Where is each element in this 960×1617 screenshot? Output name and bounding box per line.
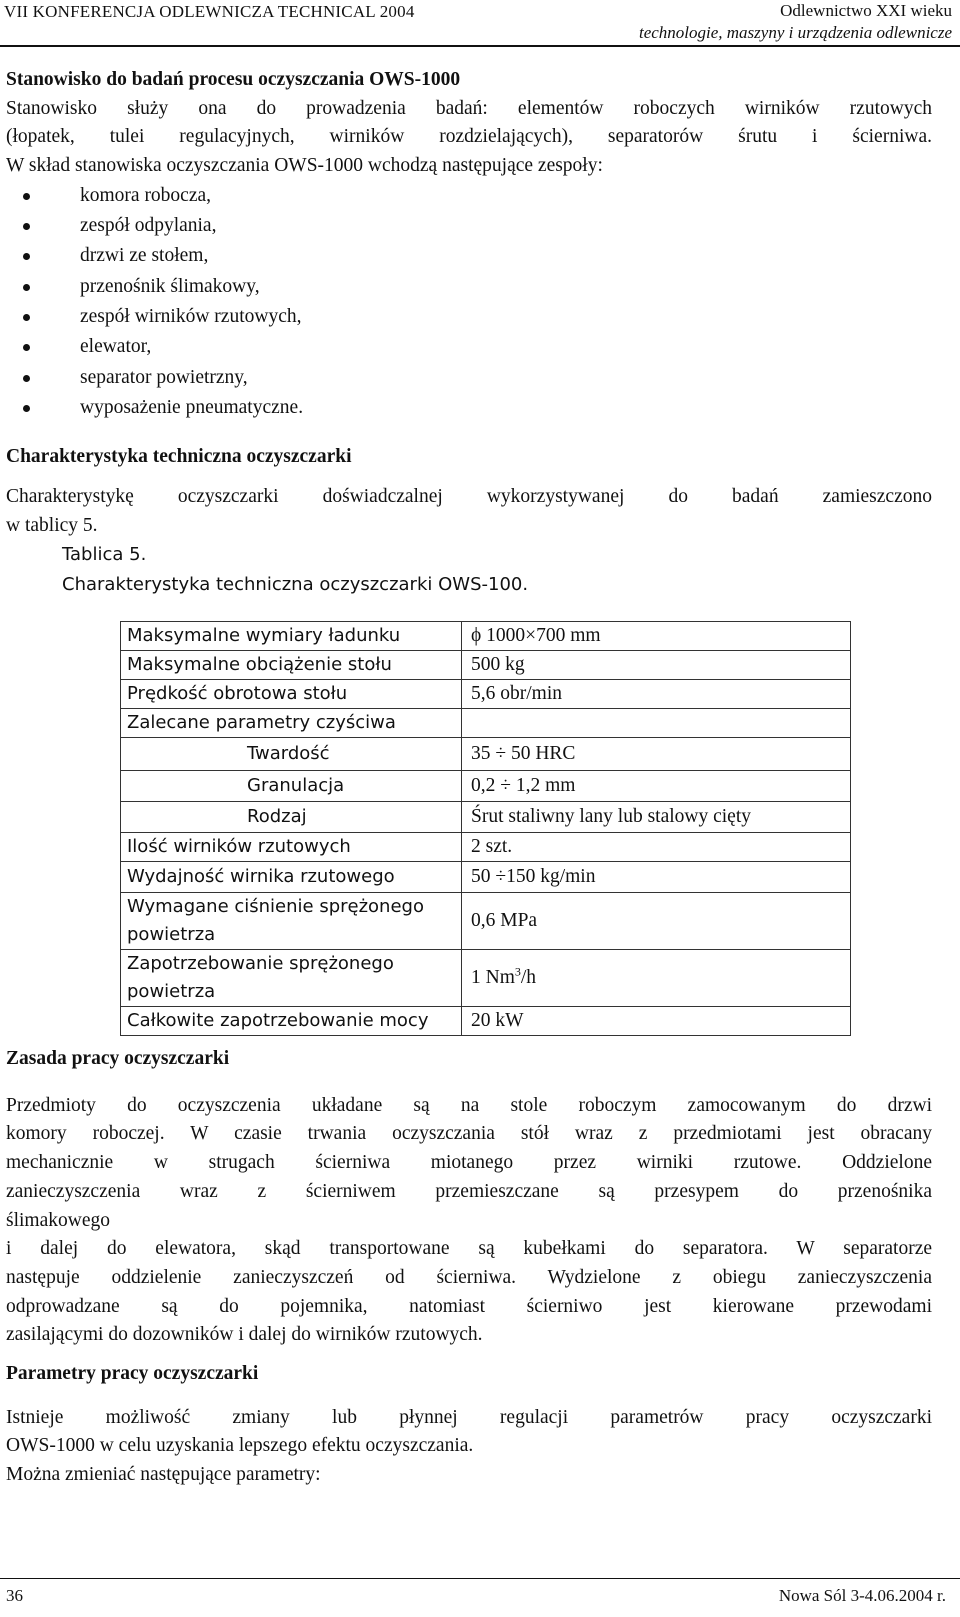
paragraph-line: W skład stanowiska oczyszczania OWS-1000 wchodzą następujące zespoły: [6,155,603,177]
table-row [121,738,851,771]
table-cell-label: Zalecane parametry czyściwa [121,709,462,738]
table-cell-value: 0,2 ÷ 1,2 mm [462,771,851,802]
paragraph-line: Charakterystykę oczyszczarki doświadczalnej wykorzystywanej do badań zamieszczono [6,485,932,507]
table-cell-value: 500 kg [462,651,851,680]
table-row [121,802,851,833]
header-journal [639,0,952,44]
paragraph-line: i dalej do elewatora, skąd transportowane są kubełkami do separatora. W separatorze [6,1238,932,1260]
section-title-parametry: Parametry pracy oczyszczarki [6,1363,259,1385]
table-row [121,651,851,680]
table-caption-title: Charakterystyka techniczna oczyszczarki OWS-100. [62,574,529,596]
table-cell-value: Śrut staliwny lany lub stalowy cięty [462,802,851,833]
list-item: wyposażenie pneumatyczne. [6,393,932,423]
bullet-icon [23,223,30,230]
table-cell-value: 5,6 obr/min [462,680,851,709]
paragraph-line: w tablicy 5. [6,514,98,536]
list-item: separator powietrzny, [6,363,932,393]
paragraph-line: mechanicznie w strugach ścierniwa miotanego przez wirniki rzutowe. Oddzielone [6,1152,932,1174]
table-row [121,709,851,738]
table-cell-label: Wymagane ciśnienie sprężonego powietrza [121,893,462,950]
paragraph-line: zasilającymi do dozowników i dalej do wirników rzutowych. [6,1324,483,1346]
bullet-icon [23,193,30,200]
table-cell-label: Ilość wirników rzutowych [121,833,462,862]
table-row [121,771,851,802]
table-row [121,862,851,893]
footer-place-date: Nowa Sól 3-4.06.2004 r. [778,1586,946,1605]
list-item: zespół odpylania, [6,211,932,241]
table-cell-value: 20 kW [462,1007,851,1036]
table-cell-label: Prędkość obrotowa stołu [121,680,462,709]
table-cell-label: Zapotrzebowanie sprężonego powietrza [121,950,462,1007]
section-title-zasada: Zasada pracy oczyszczarki [6,1048,230,1069]
header-conference: VII KONFERENCJA ODLEWNICZA TECHNICAL 2004 [4,2,415,21]
bullet-icon [23,375,30,382]
paragraph-line: Istnieje możliwość zmiany lub płynnej regulacji parametrów pracy oczyszczarki [6,1406,932,1428]
table-cell-value: ϕ 1000×700 mm [462,622,851,651]
footer-divider [0,1578,960,1579]
paragraph-line: Stanowisko służy ona do prowadzenia badań: elementów roboczych wirników rzutowych [6,97,932,119]
page-number: 36 [6,1586,23,1605]
table-row [121,893,851,950]
section-title-charakterystyka: Charakterystyka techniczna oczyszczarki [6,446,352,468]
list-item: elewator, [6,332,932,362]
table-cell-value: 2 szt. [462,833,851,862]
table-cell-label: Wydajność wirnika rzutowego [121,862,462,893]
bullet-icon [23,284,30,291]
header-journal-title: Odlewnictwo XXI wieku [780,1,952,20]
bullet-icon [23,314,30,321]
list-item: komora robocza, [6,181,932,211]
table-row [121,622,851,651]
paragraph-line: OWS-1000 w celu uzyskania lepszego efektu oczyszczania. [6,1435,474,1457]
main-content-continued [6,1045,932,1490]
table-cell-label: Twardość [121,738,462,771]
header-journal-subtitle: technologie, maszyny i urządzenia odlewnicze [638,23,952,42]
main-content [6,66,932,600]
paragraph-line: Można zmieniać następujące parametry: [6,1464,321,1486]
table-cell-label: Rodzaj [121,802,462,833]
table-cell-label: Maksymalne obciążenie stołu [121,651,462,680]
bullet-icon [23,253,30,260]
paragraph-line: (łopatek, tulei regulacyjnych, wirników rozdzielających), separatorów śrutu i ścierniwa. [6,126,932,148]
table-cell-label: Maksymalne wymiary ładunku [121,622,462,651]
list-item: drzwi ze stołem, [6,241,932,271]
table-row [121,680,851,709]
technical-specs-table [120,621,851,1036]
table-cell-label: Całkowite zapotrzebowanie mocy [121,1007,462,1036]
table-cell-value: 50 ÷150 kg/min [462,862,851,893]
table-row [121,833,851,862]
paragraph-line: odprowadzane są do pojemnika, natomiast ścierniwo jest kierowane przewodami [6,1295,932,1317]
paragraph-line: zanieczyszczenia wraz z ścierniwem przemieszczane są przesypem do przenośnika [6,1180,932,1202]
list-item: zespół wirników rzutowych, [6,302,932,332]
list-item: przenośnik ślimakowy, [6,272,932,302]
paragraph-line: Przedmioty do oczyszczenia układane są na stole roboczym zamocowanym do drzwi [6,1094,932,1116]
table-caption-number: Tablica 5. [62,544,147,566]
paragraph-line: komory roboczej. W czasie trwania oczyszczania stół wraz z przedmiotami jest obracany [6,1123,932,1145]
table-cell-value [462,709,851,738]
bullet-icon [23,344,30,351]
header-divider [0,45,960,47]
paragraph-line: następuje oddzielenie zanieczyszczeń od ścierniwa. Wydzielone z obiegu zanieczyszczenia [6,1266,932,1288]
paragraph-line: ślimakowego [6,1209,110,1231]
table-cell-value: 35 ÷ 50 HRC [462,738,851,771]
table-cell-label: Granulacja [121,771,462,802]
table-row [121,1007,851,1036]
table-cell-value: 1 Nm$^3$/h [462,950,851,1007]
bullet-icon [23,405,30,412]
table-cell-value: 0,6 MPa [462,893,851,950]
section-title-stanowisko: Stanowisko do badań procesu oczyszczania OWS-1000 [6,69,461,90]
components-list [6,181,932,423]
table-row [121,950,851,1007]
